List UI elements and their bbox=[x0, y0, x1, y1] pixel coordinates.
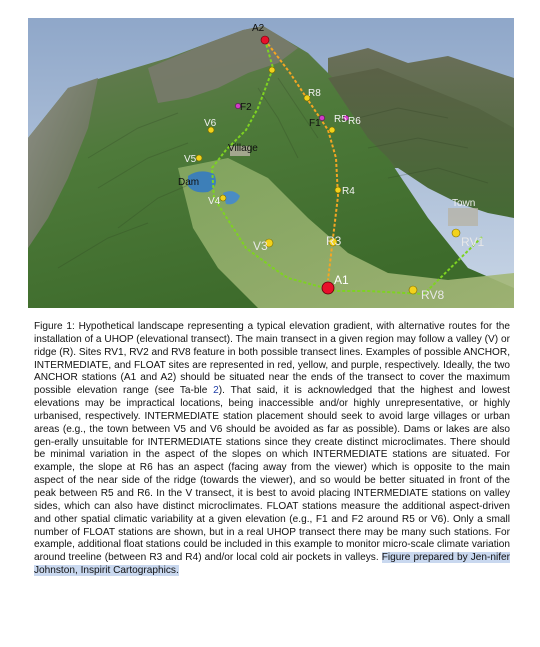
caption-text-part1: Figure 1: Hypothetical landscape representing a typical elevation gradient, with alternative routes for the installation of a UHOP (elevational transect). The main transect in a given region may follow a valley (V) or ridge (R). Sites RV1, RV2 and RV8 feature in both possible transect lines. Examples of possible ANCHOR, INTERMEDIATE, and FLOAT sites are represented in red, yellow, and purple, respectively. Ideally, the two ANCHOR stations (A1 and A2) should be situated near the ends of the transect to cover the maximum possible elevation range (see Ta-ble bbox=[34, 321, 510, 397]
station-rv1 bbox=[452, 229, 460, 237]
label-f2: F2 bbox=[240, 102, 252, 113]
figure-caption bbox=[34, 321, 510, 578]
caption-text-part2: ). That said, it is acknowledged that the highest and lowest elevations may be impractical locations, being inaccessible and/or highly unrepresentative, or highly urbanised, respectively. INTERMEDIATE station placement should seek to avoid large villages or urban areas (e.g., the town between V5 and V6 should be avoided as far as possible). Dams or lakes are also gen-erally unsuitable for INTERMEDIATE stations since they create distinct microclimates. There should be minimal variation in the aspect of the slopes on which INTERMEDIATE stations are situated. For example, the slope at R6 has an aspect (facing away from the viewer) which is opposite to the main aspect of the near side of the ridge (towards the viewer), and so would be better situated in front of the peak between R5 and R6. In the V transect, it is best to avoid placing INTERMEDIATE stations on valley sides, which can also have distinct microclimates. FLOAT stations measure the additional aspect-driven and other spatial climatic variability at a given elevation (e.g., F1 and F2 around R5 or V6). Only a small number of FLOAT stations are shown, but in a real UHOP transect there may be many such stations. For example, additional float stations could be included in this example to monitor micro-scale climate variation around treeline (between R3 and R4) and/or local cold air pockets in valleys. bbox=[34, 385, 510, 564]
station-r5 bbox=[329, 127, 335, 133]
station-a1 bbox=[322, 282, 334, 294]
label-v3: V3 bbox=[253, 239, 268, 253]
label-r8: R8 bbox=[308, 88, 321, 99]
label-r4: R4 bbox=[342, 186, 355, 197]
label-rv8: RV8 bbox=[421, 288, 445, 302]
station-v4 bbox=[220, 195, 226, 201]
label-dam: Dam bbox=[178, 177, 200, 188]
station-v5 bbox=[196, 155, 202, 161]
label-v4: V4 bbox=[208, 196, 221, 207]
label-r3: R3 bbox=[326, 234, 342, 248]
label-f1: F1 bbox=[309, 118, 321, 129]
label-v6: V6 bbox=[204, 118, 217, 129]
station-rv8 bbox=[409, 286, 417, 294]
label-v5: V5 bbox=[184, 154, 197, 165]
station-v-upper bbox=[269, 67, 275, 73]
label-town: Town bbox=[452, 198, 476, 209]
table-2-link[interactable]: 2 bbox=[213, 385, 219, 397]
town-area bbox=[448, 208, 478, 226]
landscape-figure bbox=[28, 18, 514, 308]
label-r6: R6 bbox=[348, 116, 361, 127]
label-a2: A2 bbox=[252, 23, 265, 34]
label-a1: A1 bbox=[334, 273, 349, 287]
label-village: Village bbox=[228, 143, 258, 154]
station-r4 bbox=[335, 187, 341, 193]
label-r5: R5 bbox=[334, 114, 347, 125]
landscape-illustration bbox=[28, 18, 514, 308]
figure-credit: Figure prepared by Jen-nifer Johnston, Inspirit Cartographics. bbox=[34, 552, 510, 577]
label-rv1: RV1 bbox=[461, 235, 485, 249]
station-a2 bbox=[261, 36, 269, 44]
